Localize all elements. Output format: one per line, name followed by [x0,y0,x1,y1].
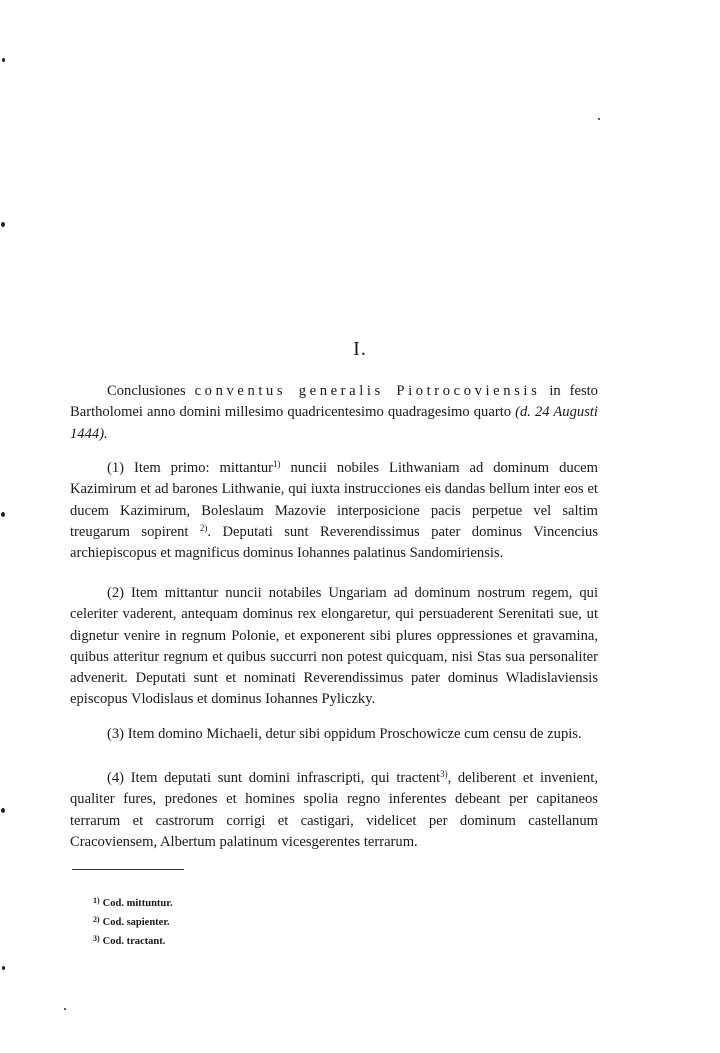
footnote-mark: 1) [93,896,100,905]
intro-spaced-title: conventus generalis Piotrocoviensis [194,383,541,399]
chapter-number: I. [353,338,367,360]
paragraph-number: (4) [107,770,125,786]
footnote-text: Cod. tractant. [102,936,166,947]
paragraph-text: . Deputati sunt Reverendissimus pater dominus Vincencius archiepiscopus et magnificus dominus Iohannes palatinus Sandomiriensis. [70,523,599,562]
paragraph-text: Item primo: mittantur [133,460,274,476]
scan-speck [64,1008,66,1010]
paragraph-text: , deliberent et invenient, qualiter fures, predones et homines spolia regno inferentes debeant per capitaneos terrarum et castrorum corrigi et castigari, videlicet per dominum castellanum Cracoviensem, Albertum palatinum vicesgerentes terrarum. [70,770,598,850]
scan-speck [2,58,5,62]
paragraph-text: nuncii nobiles Lithwaniam ad dominum ducem Kazimirum et ad barones Lithwanie, qui iuxta instrucciones eis dandas bellum inter eos et ducem Kazimirum, Boleslaum Mazovie interposicione pacis perpetue vel saltim treugarum sopirent [70,460,598,540]
footnote-divider [72,869,184,870]
scan-speck [1,808,5,813]
paragraph-3 [70,724,598,745]
scan-speck [2,966,5,970]
paragraph-number: (2) [107,585,125,601]
paragraph-number: (1) [107,460,125,476]
footnote-ref: 2) [199,522,208,533]
intro-paragraph [70,381,598,445]
footnote-item [93,912,173,931]
footnote-item [93,931,173,950]
paragraph-text: Item deputati sunt domini infrascripti, qui tractent [130,770,441,786]
scan-speck [1,222,5,227]
intro-lead: Conclusiones [107,383,186,399]
paragraph-2 [70,583,598,711]
footnote-item [93,893,173,912]
intro-text: in festo Bartholomei anno domini millesimo quadricentesimo quadragesimo quarto [70,383,598,421]
footnote-mark: 3) [93,934,100,943]
scan-speck [598,118,600,120]
paragraph-text: Item domino Michaeli, detur sibi oppidum Proschowicze cum censu de zupis. [127,726,582,742]
intro-date: (d. 24 Augusti 1444). [70,404,598,442]
footnote-mark: 2) [93,915,100,924]
paragraph-text: Item mittantur nuncii notabiles Ungariam ad dominum nostrum regem, qui celeriter vaderent, antequam dominus rex elongaretur, qui persuaderent Serenitati sue, ut dignetur venire in regnum Polonie, et exponerent sibi plures oppressiones et gravamina, quibus atteritur regnum et quibus succurri non potest quicquam, nisi Stas sua personaliter advenerit. Deputati sunt et nominati Reverendissimus pater dominus Wladislaviensis episcopus Vlodislaus et dominus Iohannes Pyliczky. [70,585,598,708]
footnote-ref: 1) [273,459,281,469]
footnote-ref: 3) [440,769,448,779]
paragraph-4 [70,768,598,853]
footnote-text: Cod. mittuntur. [102,898,173,909]
scan-speck [1,512,5,517]
paragraph-1 [70,458,598,564]
footnotes [93,893,173,950]
footnote-text: Cod. sapienter. [102,917,170,928]
paragraph-number: (3) [107,726,125,742]
